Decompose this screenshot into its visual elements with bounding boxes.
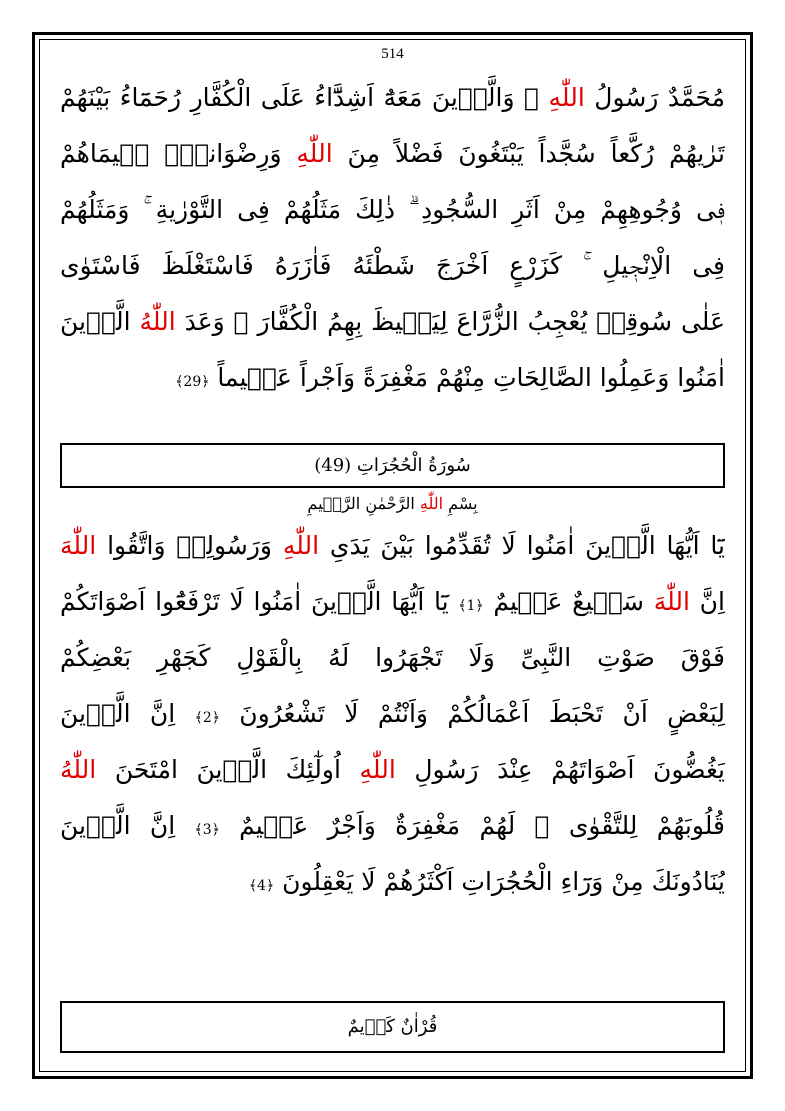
verse-line: مُحَمَّدٌ رَسُولُ اللّٰهِ ۗ وَالَّذٖينَ مَعَهُٓ اَشِدَّٓاءُ عَلَى الْكُفَّارِ رُحَمَٓاءُ بَيْنَهُمْ	[60, 83, 725, 112]
verses-top	[60, 70, 725, 406]
verses-bottom	[60, 518, 725, 910]
verse-number-marker: ﴿29﴾	[175, 374, 210, 390]
divine-name: اللّٰهِ	[548, 83, 585, 112]
basmala: بِسْمِ اللّٰهِ الرَّحْمٰنِ الرَّحٖيمِ	[307, 494, 478, 513]
verse-line: يَٓا اَيُّهَا الَّذٖينَ اٰمَنُوا لَا تُقَدِّمُوا بَيْنَ يَدَىِ اللّٰهِ وَرَسُولِهٖ وَاتَّقُوا اللّٰهَ	[60, 531, 725, 560]
divine-name: اللّٰهُ	[139, 307, 176, 336]
verse-line: تَرٰيهُمْ رُكَّعاً سُجَّداً يَبْتَغُونَ فَضْلاً مِنَ اللّٰهِ وَرِضْوَاناًۘ سٖيمَاهُمْ	[60, 139, 725, 168]
footer-title: قُرْاٰنٌ كَرٖيمٌ	[347, 1016, 438, 1037]
verse-line: لِبَعْضٍ اَنْ تَحْبَطَ اَعْمَالُكُمْ وَاَنْتُمْ لَا تَشْعُرُونَ ﴿2﴾ اِنَّ الَّذٖينَ	[60, 699, 725, 728]
verse-number-marker: ﴿3﴾	[194, 822, 220, 838]
verse-line: قُلُوبَهُمْ لِلتَّقْوٰى ۗ لَهُمْ مَغْفِرَةٌ وَاَجْرٌ عَظٖيمٌ ﴿3﴾ اِنَّ الَّذٖينَ	[60, 811, 725, 840]
verse-line: فَوْقَ صَوْتِ النَّبِىِّ وَلَا تَجْهَرُوا لَهُ بِالْقَوْلِ كَجَهْرِ بَعْضِكُمْ	[60, 643, 725, 672]
divine-name: اللّٰهِ	[282, 531, 320, 560]
verse-line: يَغُضُّونَ اَصْوَاتَهُمْ عِنْدَ رَسُولِ اللّٰهِ اُولٰٓئِكَ الَّذٖينَ امْتَحَنَ اللّٰهُ	[60, 755, 725, 784]
verse-line: فٖى وُجُوهِهِمْ مِنْ اَثَرِ السُّجُودِ ۗ ذٰلِكَ مَثَلُهُمْ فِى التَّوْرٰيةِ ۚ وَمَثَلُهُمْ	[60, 195, 725, 224]
verse-number-marker: ﴿4﴾	[248, 878, 275, 894]
sura-title: سُورَةُ الْحُجُرَاتِ (49)	[314, 455, 471, 476]
divine-name: اللّٰهِ	[296, 139, 333, 168]
verse-line: يُنَادُونَكَ مِنْ وَرَٓاءِ الْحُجُرَاتِ اَكْثَرُهُمْ لَا يَعْقِلُونَ ﴿4﴾	[248, 867, 725, 896]
verse-number-marker: ﴿1﴾	[458, 598, 484, 614]
divine-name: اللّٰهَ	[60, 531, 97, 560]
divine-name: اللّٰهِ	[359, 755, 396, 784]
verse-line: اٰمَنُوا وَعَمِلُوا الصَّالِحَاتِ مِنْهُمْ مَغْفِرَةً وَاَجْراً عَظٖيماً ﴿29﴾	[175, 363, 725, 392]
divine-name: اللّٰهِ	[419, 494, 444, 513]
verse-line: فِى الْاِنْجٖيلِ ۚ كَزَرْعٍ اَخْرَجَ شَطْئَهُ فَاٰزَرَهُ فَاسْتَغْلَظَ فَاسْتَوٰى	[60, 251, 725, 280]
footer-box	[60, 1001, 725, 1053]
page-number: 514	[381, 46, 404, 62]
verse-number-marker: ﴿2﴾	[194, 710, 220, 726]
sura-title-box	[60, 443, 725, 488]
divine-name: اللّٰهَ	[653, 587, 690, 616]
verse-line: عَلٰى سُوقِهٖ يُعْجِبُ الزُّرَّاعَ لِيَغٖيظَ بِهِمُ الْكُفَّارَ ۗ وَعَدَ اللّٰهُ الَّذٖينَ	[60, 307, 725, 336]
divine-name: اللّٰهُ	[60, 755, 97, 784]
verse-line: اِنَّ اللّٰهَ سَمٖيعٌ عَلٖيمٌ ﴿1﴾ يَٓا اَيُّهَا الَّذٖينَ اٰمَنُوا لَا تَرْفَعُٓوا اَصْوَاتَكُمْ	[60, 587, 725, 616]
